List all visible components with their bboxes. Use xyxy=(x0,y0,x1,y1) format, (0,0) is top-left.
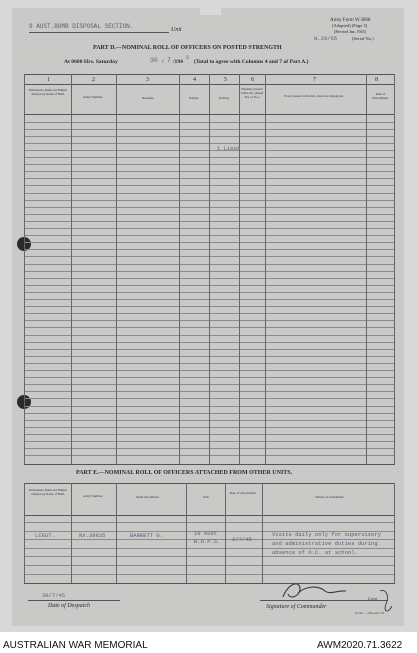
col-header-initials: Initials. xyxy=(189,96,199,100)
col-number-5: 5 xyxy=(224,77,227,83)
attached-nature-line1: Visits daily only for supervisory xyxy=(272,531,381,538)
form-adapted: (Adapted) (Page 3) xyxy=(332,23,368,28)
archive-footer xyxy=(0,632,417,653)
part-d-date-month: 7 xyxy=(167,57,171,64)
attached-nature-line2: and administrative duties during xyxy=(272,540,378,547)
despatch-date: 30/7/45 xyxy=(42,592,66,599)
col-header-employed: If not present with Unit, state how employed. xyxy=(284,94,344,98)
part-d-date-year-digit: 5 xyxy=(186,55,190,61)
part-d-date-prefix: At 0600 Hrs. Saturday xyxy=(64,59,118,65)
signature-label: Signature of Commander xyxy=(266,604,327,610)
col-number-4: 4 xyxy=(193,77,196,83)
attached-rank: LIEUT. xyxy=(35,532,55,539)
archive-name: AUSTRALIAN WAR MEMORIAL xyxy=(3,640,148,651)
col-header-army-number: Army Number. xyxy=(83,95,103,99)
col-header-posting: Posting. xyxy=(218,96,230,100)
col-number-8: 8 xyxy=(375,77,378,83)
form-number: Army Form W.3008 xyxy=(330,18,371,23)
serial-label: (Serial No.) xyxy=(352,36,374,41)
unit-name: 9 AUST.BOMB DISPOSAL SECTION. xyxy=(29,23,134,30)
part-e-header-nature: Nature of Attachment. xyxy=(315,495,345,499)
col-number-1: 1 xyxy=(47,77,50,83)
attached-unit-line1: 10 Aust xyxy=(194,530,218,537)
part-e-title: PART E.—NOMINAL ROLL OF OFFICERS ATTACHED FROM OTHER UNITS. xyxy=(76,470,293,476)
col-header-surname: Surname. xyxy=(141,96,155,100)
part-d-date-year: /194 xyxy=(173,59,183,65)
part-e-header-army-number: Army Number. xyxy=(83,494,103,498)
serial-number: W.28/65 xyxy=(314,35,338,42)
col-number-2: 2 xyxy=(92,77,95,83)
despatch-label: Date of Despatch xyxy=(48,603,90,609)
attached-nature-line3: absence of O.C. at school. xyxy=(272,549,358,556)
part-e-header-name: Rank and Initials. xyxy=(136,495,160,499)
part-d-title: PART D.—NOMINAL ROLL OF OFFICERS ON POSTED STRENGTH xyxy=(93,45,282,51)
part-d-date-day: 30 xyxy=(150,57,158,64)
part-e-header-unit: Unit. xyxy=(202,495,210,499)
print-note: M.146 — 500 pads 1/43 xyxy=(355,611,385,615)
attached-unit-line2: B.D.P.S. xyxy=(194,538,221,545)
part-e-header-date: Date of Attachment. xyxy=(229,491,257,495)
col-number-3: 3 xyxy=(146,77,149,83)
unit-label: Unit xyxy=(171,27,182,33)
attached-army-number: NX.38835 xyxy=(79,532,106,539)
col-number-7: 7 xyxy=(313,77,316,83)
form-revised: (Revised Jan. 1943) xyxy=(334,29,366,34)
col-header-detachment: Date of Detachment. xyxy=(372,92,389,100)
attached-name: BARRETT G. xyxy=(130,532,164,539)
col-header-rank: Substantive Rank and Higher Temporary Rank of Held. xyxy=(28,88,68,96)
attached-date: 2/7/45 xyxy=(232,536,252,543)
col-header-present: Whether present with Unit. (Insert Yes or No.) xyxy=(240,87,264,99)
archive-accession: AWM2020.71.3622 xyxy=(317,640,403,651)
part-e-header-rank: Substantive Rank and Higher Temporary Rank, if Held. xyxy=(28,488,68,496)
signature-rank: Lieut xyxy=(368,596,378,601)
col-number-6: 6 xyxy=(251,77,254,83)
part-d-date-suffix: (Total to agree with Columns 4 and 7 of Part A.) xyxy=(194,59,309,65)
typed-entry: 1 Lieut xyxy=(217,145,241,152)
part-d-date-sep: / xyxy=(162,59,164,65)
